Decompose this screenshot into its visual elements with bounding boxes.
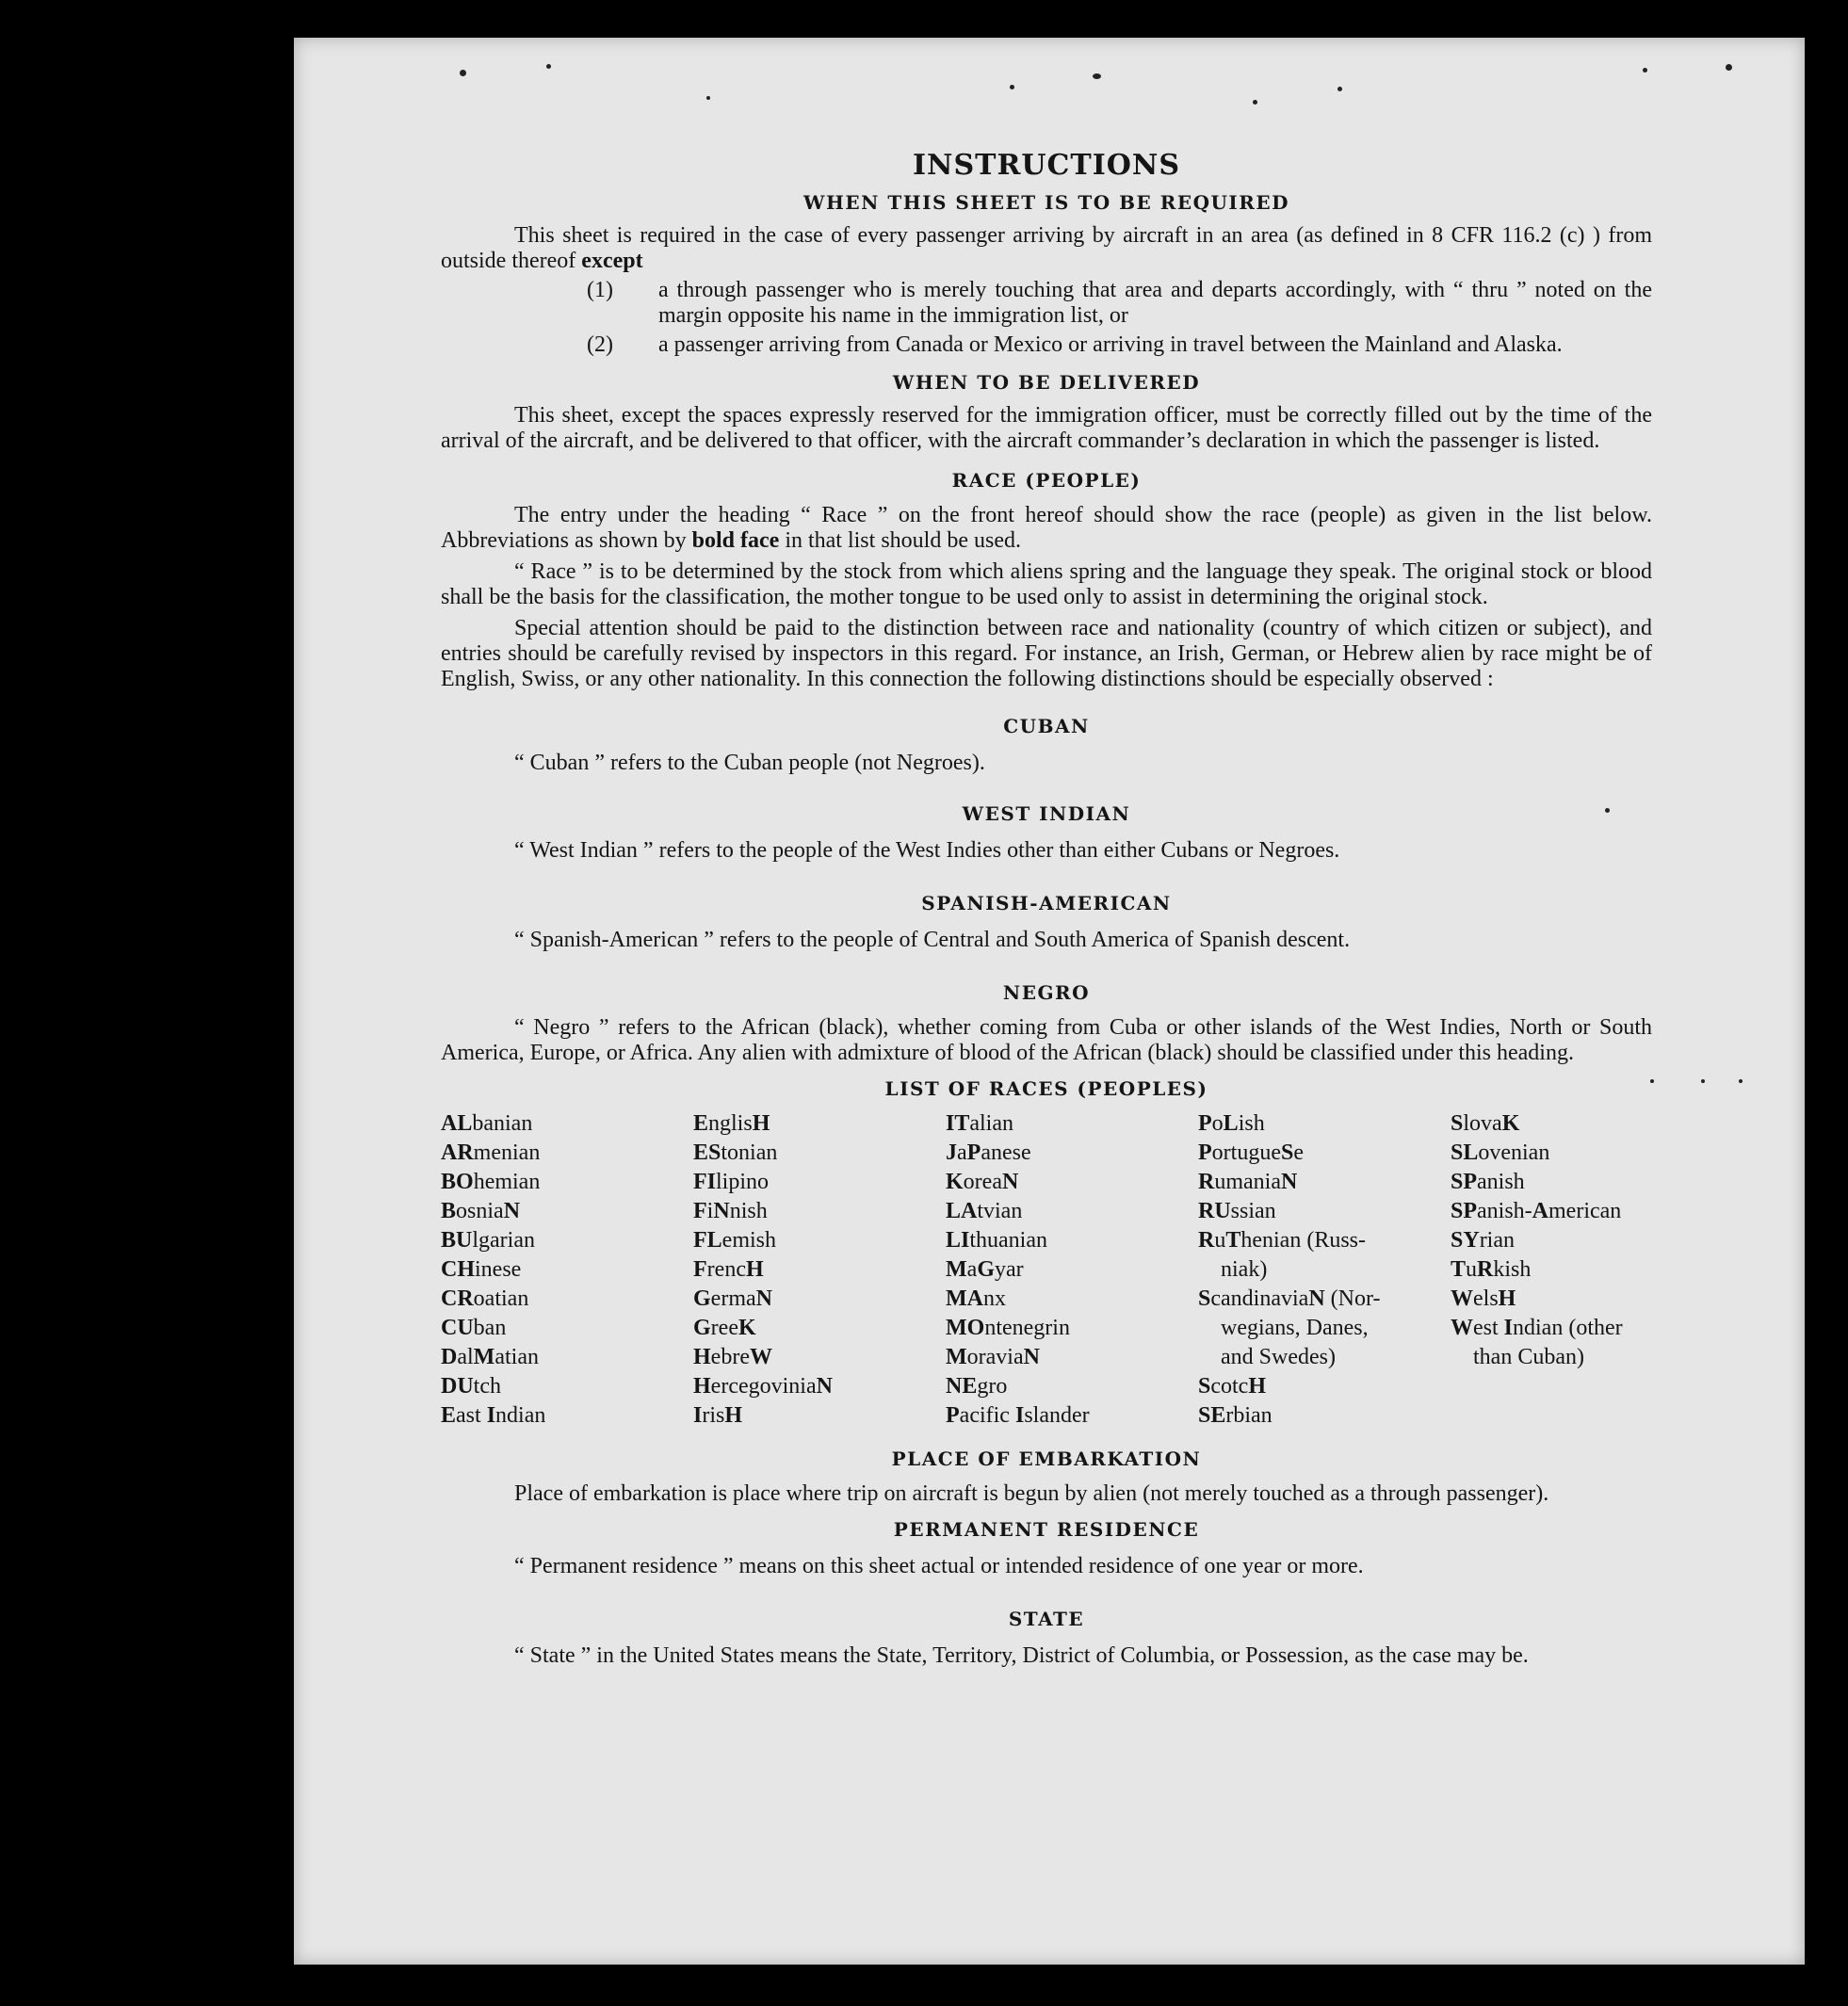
race-name-part: ast <box>456 1403 487 1428</box>
race-abbreviation: I <box>693 1403 703 1428</box>
race-abbreviation: B <box>441 1199 457 1223</box>
race-name-part: renc <box>706 1257 746 1282</box>
race-p1-text: The entry under the heading “ Race ” on the front hereof should show the race (people) as given in the list below. Abbreviations as shown by <box>441 503 1652 553</box>
race-name-part: anese <box>981 1141 1031 1165</box>
race-abbreviation: H <box>693 1374 711 1399</box>
race-abbreviation: J <box>946 1141 957 1165</box>
race-abbreviation: IT <box>946 1111 970 1136</box>
race-entry <box>693 1197 946 1226</box>
race-abbreviation: DU <box>441 1374 474 1399</box>
race-name-part: ndian <box>495 1403 546 1428</box>
document-sheet <box>294 38 1805 1965</box>
race-entry <box>1451 1226 1656 1255</box>
race-entry <box>693 1109 946 1139</box>
race-name-part: merican <box>1548 1199 1622 1223</box>
exception-text: a through passenger who is merely touching that area and departs accordingly, with “ thru ” noted on the margin opposite his name in the immigration list, or <box>658 278 1652 328</box>
race-name-part: osnia <box>456 1199 504 1223</box>
race-abbreviation: H <box>745 1257 764 1282</box>
race-name-part: thuanian <box>969 1228 1047 1253</box>
race-name-part: al <box>457 1345 474 1369</box>
race-entry <box>1198 1226 1451 1285</box>
race-entry <box>946 1109 1198 1139</box>
race-abbreviation: H <box>752 1111 770 1136</box>
race-abbreviation: FI <box>693 1170 716 1194</box>
heading-state: STATE <box>1008 1608 1085 1630</box>
race-name-part: ssian <box>1230 1199 1276 1223</box>
race-entry <box>441 1343 693 1372</box>
race-abbreviation: I <box>1503 1316 1514 1340</box>
race-abbreviation: SP <box>1451 1170 1478 1194</box>
race-name-part: anish <box>1477 1170 1525 1194</box>
race-name-part: tonian <box>721 1141 778 1165</box>
race-entry <box>1451 1139 1656 1168</box>
race-name-part: ree <box>710 1316 738 1340</box>
exception-item-1 <box>587 278 1652 329</box>
heading-list-of-races: LIST OF RACES (PEOPLES) <box>884 1077 1208 1100</box>
race-abbreviation: N <box>1280 1170 1298 1194</box>
race-name-part: ish <box>1238 1111 1265 1136</box>
scan-speck <box>1739 1079 1743 1083</box>
race-abbreviation: SY <box>1451 1228 1480 1253</box>
race-name-part: lgarian <box>472 1228 535 1253</box>
race-abbreviation: ES <box>693 1141 721 1165</box>
race-abbreviation: CU <box>441 1316 474 1340</box>
race-entry-continuation: niak) <box>1221 1257 1268 1282</box>
race-abbreviation: H <box>1498 1286 1516 1311</box>
race-entry <box>946 1372 1198 1401</box>
race-name-part: henian (Russ- <box>1240 1228 1367 1253</box>
heading-when-required: WHEN THIS SHEET IS TO BE REQUIRED <box>803 191 1289 214</box>
race-abbreviation: MA <box>946 1286 983 1311</box>
negro-text: “ Negro ” refers to the African (black), whether coming from Cuba or other islands of the West Indies, North or South America, Europe, or Africa. Any alien with admixture of blood of the African (black) should be classified under this heading. <box>441 1015 1652 1065</box>
race-entry <box>1451 1314 1656 1372</box>
race-name-part: menian <box>473 1141 541 1165</box>
race-entry <box>693 1314 946 1343</box>
exception-number: (1) <box>587 278 613 302</box>
race-abbreviation: SE <box>1198 1403 1226 1428</box>
race-name-part: els <box>1473 1286 1499 1311</box>
race-abbreviation: G <box>977 1257 995 1282</box>
heading-cuban: CUBAN <box>1003 715 1090 737</box>
delivered-text: This sheet, except the spaces expressly reserved for the immigration officer, must be correctly filled out by the time of the arrival of the aircraft, and be delivered to that officer, with the aircraft commander’s declaration in which the passenger is listed. <box>441 403 1652 453</box>
required-intro-text: This sheet is required in the case of every passenger arriving by aircraft in an area (as defined in 8 CFR 116.2 (c) ) from outside thereof <box>441 223 1652 273</box>
scan-speck <box>706 96 710 100</box>
race-name-part: nglis <box>708 1111 753 1136</box>
race-abbreviation: P <box>1198 1111 1212 1136</box>
scan-speck <box>1643 68 1647 73</box>
race-column <box>1198 1109 1451 1431</box>
race-name-part: yar <box>994 1257 1024 1282</box>
race-abbreviation: N <box>713 1199 730 1223</box>
scan-speck <box>1010 85 1014 89</box>
race-name-part: acific <box>959 1403 1015 1428</box>
race-entry <box>441 1314 693 1343</box>
race-name-part: oravia <box>966 1345 1024 1369</box>
race-abbreviation: N <box>816 1374 833 1399</box>
race-abbreviation: RU <box>1198 1199 1231 1223</box>
race-entry-continuation: wegians, Danes, <box>1221 1316 1369 1340</box>
heading-permanent-residence: PERMANENT RESIDENCE <box>893 1518 1200 1541</box>
race-entry <box>946 1139 1198 1168</box>
race-abbreviation: A <box>1532 1199 1549 1223</box>
race-abbreviation: F <box>693 1257 707 1282</box>
race-abbreviation: BU <box>441 1228 473 1253</box>
race-name-part: atian <box>494 1345 539 1369</box>
race-abbreviation: T <box>1451 1257 1467 1282</box>
race-abbreviation: R <box>1477 1257 1494 1282</box>
heading-race: RACE (PEOPLE) <box>951 469 1142 492</box>
race-name-part: orea <box>963 1170 1002 1194</box>
required-intro <box>441 223 1652 274</box>
race-abbreviation: S <box>1451 1111 1464 1136</box>
race-column <box>946 1109 1198 1431</box>
race-entry-continuation: and Swedes) <box>1221 1345 1336 1369</box>
race-entry <box>441 1255 693 1285</box>
race-paragraph-1 <box>441 503 1652 554</box>
race-entry <box>1198 1109 1451 1139</box>
race-abbreviation: N <box>1023 1345 1040 1369</box>
race-name-part: umania <box>1214 1170 1281 1194</box>
race-abbreviation: P <box>966 1141 981 1165</box>
race-name-part: ris <box>702 1403 725 1428</box>
race-entry <box>441 1197 693 1226</box>
heading-place-of-embarkation: PLACE OF EMBARKATION <box>891 1448 1202 1470</box>
race-abbreviation: M <box>946 1345 967 1369</box>
race-name-part: a <box>966 1257 978 1282</box>
race-abbreviation: P <box>946 1403 960 1428</box>
race-abbreviation: S <box>1280 1141 1294 1165</box>
race-name-part: cotc <box>1210 1374 1249 1399</box>
race-name-part: hemian <box>473 1170 541 1194</box>
scan-speck <box>546 64 551 69</box>
race-abbreviation: G <box>693 1286 711 1311</box>
race-name-part: est <box>1473 1316 1504 1340</box>
race-abbreviation: LA <box>946 1199 978 1223</box>
race-name-part: lova <box>1463 1111 1502 1136</box>
page-title: INSTRUCTIONS <box>913 149 1180 182</box>
race-entry <box>1198 1372 1451 1401</box>
race-abbreviation: N <box>755 1286 772 1311</box>
race-abbreviation: D <box>441 1345 458 1369</box>
cuban-text: “ Cuban ” refers to the Cuban people (not Negroes). <box>514 751 985 775</box>
race-name-part: a <box>957 1141 967 1165</box>
race-entry <box>1451 1255 1656 1285</box>
race-entry <box>693 1401 946 1431</box>
race-entry <box>946 1343 1198 1372</box>
race-name-part: nx <box>982 1286 1006 1311</box>
race-name-part: rian <box>1479 1228 1515 1253</box>
race-name-part: (Nor- <box>1324 1286 1381 1311</box>
heading-west-indian: WEST INDIAN <box>962 802 1131 825</box>
race-abbreviation: AR <box>441 1141 474 1165</box>
race-abbreviation: H <box>1248 1374 1267 1399</box>
race-abbreviation: NE <box>946 1374 978 1399</box>
embarkation-text: Place of embarkation is place where trip on aircraft is begun by alien (not merely touched as a through passenger). <box>514 1481 1549 1506</box>
race-abbreviation: E <box>693 1111 709 1136</box>
race-abbreviation: L <box>1223 1111 1239 1136</box>
race-entry <box>946 1255 1198 1285</box>
race-abbreviation: N <box>503 1199 521 1223</box>
race-column <box>693 1109 946 1431</box>
race-paragraph-3: Special attention should be paid to the distinction between race and nationality (country of which citizen or subject), and entries should be carefully revised by inspectors in this regard. For instance, an Irish, German, or Hebrew alien by race might be of English, Swiss, or any other nationality. In this connection the following distinctions should be especially observed : <box>441 616 1652 691</box>
race-abbreviation: P <box>1198 1141 1212 1165</box>
race-abbreviation: S <box>1198 1374 1211 1399</box>
race-abbreviation: FL <box>693 1228 722 1253</box>
race-abbreviation: AL <box>441 1111 473 1136</box>
scan-speck <box>460 70 466 76</box>
race-abbreviation: R <box>1198 1170 1215 1194</box>
exception-text: a passenger arriving from Canada or Mexico or arriving in travel between the Mainland and Alaska. <box>658 332 1563 357</box>
race-name-part: inese <box>475 1257 522 1282</box>
race-name-part: tvian <box>977 1199 1023 1223</box>
residence-text: “ Permanent residence ” means on this sheet actual or intended residence of one year or more. <box>514 1554 1364 1578</box>
race-entry <box>441 1372 693 1401</box>
race-abbreviation: W <box>1451 1286 1473 1311</box>
race-name-part: u <box>1466 1257 1478 1282</box>
race-abbreviation: LI <box>946 1228 970 1253</box>
scan-speck <box>1337 87 1342 91</box>
race-abbreviation: W <box>1451 1316 1473 1340</box>
race-entry <box>946 1314 1198 1343</box>
race-abbreviation: W <box>749 1345 772 1369</box>
scan-speck <box>1253 100 1257 105</box>
race-abbreviation: N <box>1308 1286 1325 1311</box>
race-name-part: gro <box>977 1374 1008 1399</box>
race-entry <box>1451 1109 1656 1139</box>
race-column <box>1451 1109 1656 1431</box>
race-abbreviation: K <box>738 1316 756 1340</box>
race-abbreviation: K <box>946 1170 964 1194</box>
race-entry <box>693 1255 946 1285</box>
race-abbreviation: SL <box>1451 1141 1479 1165</box>
required-intro-bold: except <box>581 249 643 273</box>
race-entry <box>441 1109 693 1139</box>
race-entry <box>1198 1168 1451 1197</box>
race-name-part: ercegovinia <box>710 1374 817 1399</box>
race-abbreviation: BO <box>441 1170 474 1194</box>
race-abbreviation: G <box>693 1316 711 1340</box>
race-abbreviation: N <box>1001 1170 1019 1194</box>
race-list <box>441 1109 1656 1431</box>
race-entry <box>1451 1285 1656 1314</box>
heading-spanish-american: SPANISH-AMERICAN <box>921 892 1172 914</box>
race-abbreviation: E <box>441 1403 457 1428</box>
race-abbreviation: MO <box>946 1316 985 1340</box>
race-entry <box>441 1401 693 1431</box>
race-entry <box>946 1168 1198 1197</box>
heading-when-delivered: WHEN TO BE DELIVERED <box>892 371 1201 394</box>
race-entry <box>1451 1168 1656 1197</box>
scan-speck <box>1093 73 1101 79</box>
race-entry <box>946 1226 1198 1255</box>
race-name-part: emish <box>721 1228 776 1253</box>
race-entry <box>693 1285 946 1314</box>
race-name-part: i <box>706 1199 714 1223</box>
race-abbreviation: F <box>693 1199 707 1223</box>
race-abbreviation: CH <box>441 1257 475 1282</box>
race-entry <box>1451 1197 1656 1226</box>
race-entry <box>1198 1285 1451 1372</box>
race-name-part: candinavia <box>1210 1286 1309 1311</box>
race-name-part: alian <box>969 1111 1013 1136</box>
exception-number: (2) <box>587 332 613 357</box>
race-abbreviation: R <box>1198 1228 1215 1253</box>
race-name-part: ntenegrin <box>984 1316 1070 1340</box>
race-entry <box>693 1372 946 1401</box>
scan-speck <box>1701 1079 1705 1083</box>
race-entry <box>1198 1197 1451 1226</box>
race-abbreviation: T <box>1225 1228 1241 1253</box>
race-entry <box>441 1285 693 1314</box>
race-name-part: u <box>1214 1228 1226 1253</box>
scan-speck <box>1726 64 1732 71</box>
race-name-part: ebre <box>710 1345 750 1369</box>
race-abbreviation: I <box>486 1403 496 1428</box>
race-entry <box>693 1168 946 1197</box>
race-entry <box>441 1168 693 1197</box>
race-entry-continuation: than Cuban) <box>1473 1345 1584 1369</box>
heading-negro: NEGRO <box>1002 981 1091 1004</box>
race-abbreviation: K <box>1501 1111 1520 1136</box>
race-entry <box>946 1197 1198 1226</box>
instructions-content <box>441 149 1652 1669</box>
race-abbreviation: H <box>693 1345 711 1369</box>
race-name-part: nish <box>729 1199 768 1223</box>
race-entry <box>946 1285 1198 1314</box>
race-abbreviation: M <box>946 1257 967 1282</box>
race-name-part: ndian (other <box>1513 1316 1623 1340</box>
race-entry <box>693 1139 946 1168</box>
race-name-part: banian <box>472 1111 533 1136</box>
race-abbreviation: SP <box>1451 1199 1478 1223</box>
race-name-part: oatian <box>473 1286 529 1311</box>
west-indian-text: “ West Indian ” refers to the people of the West Indies other than either Cubans or Negroes. <box>514 838 1340 863</box>
race-name-part: anish- <box>1477 1199 1532 1223</box>
race-name-part: ban <box>473 1316 507 1340</box>
race-name-part: slander <box>1024 1403 1090 1428</box>
state-text: “ State ” in the United States means the State, Territory, District of Columbia, or Possession, as the case may be. <box>514 1643 1529 1668</box>
race-name-part: rbian <box>1225 1403 1273 1428</box>
spanish-american-text: “ Spanish-American ” refers to the people of Central and South America of Spanish descent. <box>514 928 1351 952</box>
race-name-part: o <box>1211 1111 1224 1136</box>
race-name-part: kish <box>1493 1257 1532 1282</box>
race-name-part: ovenian <box>1478 1141 1550 1165</box>
race-entry <box>1198 1401 1451 1431</box>
race-paragraph-2: “ Race ” is to be determined by the stock from which aliens spring and the language they speak. The original stock or blood shall be the basis for the classification, the mother tongue to be used only to assist in determining the original stock. <box>441 559 1652 609</box>
race-entry <box>1198 1139 1451 1168</box>
race-name-part: tch <box>473 1374 501 1399</box>
race-entry <box>441 1139 693 1168</box>
race-entry <box>946 1401 1198 1431</box>
race-column <box>441 1109 693 1431</box>
exception-item-2 <box>587 332 1652 358</box>
race-name-part: erma <box>710 1286 756 1311</box>
race-abbreviation: CR <box>441 1286 474 1311</box>
race-p1-bold: bold face <box>691 528 780 553</box>
race-name-part: lipino <box>716 1170 770 1194</box>
race-abbreviation: S <box>1198 1286 1211 1311</box>
race-abbreviation: M <box>473 1345 495 1369</box>
race-entry <box>693 1226 946 1255</box>
race-p1-text-end: in that list should be used. <box>785 528 1021 553</box>
race-abbreviation: H <box>724 1403 743 1428</box>
race-abbreviation: I <box>1014 1403 1025 1428</box>
race-name-part: e <box>1293 1141 1304 1165</box>
race-entry <box>693 1343 946 1372</box>
race-name-part: ortugue <box>1211 1141 1281 1165</box>
race-entry <box>441 1226 693 1255</box>
